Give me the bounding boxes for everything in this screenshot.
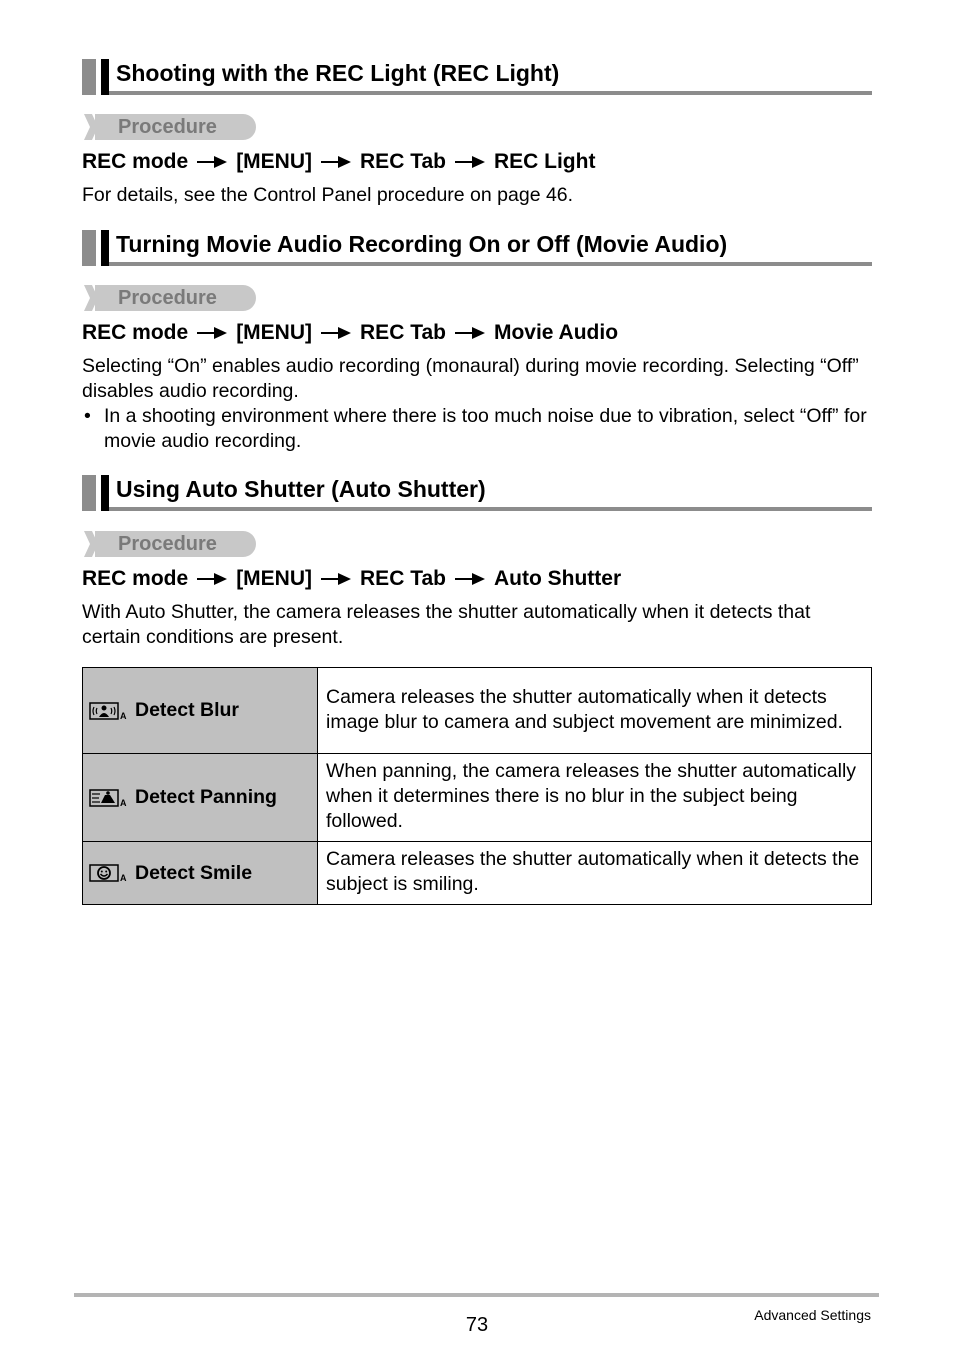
- mode-name: Detect Smile: [135, 861, 253, 884]
- path-step: Movie Audio: [493, 321, 619, 344]
- mode-cell: [83, 754, 318, 842]
- footer-rule: [74, 1293, 879, 1297]
- footer-section-name: Advanced Settings: [754, 1307, 871, 1323]
- arrow-right-icon: [320, 326, 352, 340]
- body-text: Selecting “On” enables audio recording (monaural) during movie recording. Selecting “Off” disables audio recording.: [82, 355, 859, 402]
- svg-text:A: A: [120, 797, 127, 807]
- path-step: [MENU]: [236, 321, 313, 344]
- arrow-right-icon: [196, 572, 228, 586]
- menu-path: [82, 321, 618, 345]
- mode-name: Detect Panning: [135, 786, 277, 808]
- bullet-note: [82, 404, 872, 454]
- procedure-badge: [82, 114, 256, 140]
- path-step: REC mode: [82, 567, 189, 590]
- table-row: [83, 668, 872, 754]
- section-heading-rec-light: [82, 59, 872, 97]
- arrow-right-icon: [196, 155, 228, 169]
- arrow-right-icon: [454, 155, 486, 169]
- menu-path: [82, 150, 595, 174]
- detect-smile-icon: [89, 864, 129, 882]
- path-step: [MENU]: [236, 150, 313, 173]
- arrow-right-icon: [454, 326, 486, 340]
- procedure-badge: [82, 285, 256, 311]
- mode-cell: [83, 842, 318, 905]
- section-heading-auto-shutter: [82, 475, 872, 513]
- page-number: 73: [465, 1314, 489, 1336]
- path-step: Auto Shutter: [493, 567, 622, 590]
- bullet-dot: •: [84, 405, 91, 427]
- arrow-right-icon: [196, 326, 228, 340]
- section-title: Turning Movie Audio Recording On or Off (Movie Audio): [116, 231, 728, 257]
- section-heading-movie-audio: [82, 230, 872, 268]
- mode-name: Detect Blur: [135, 699, 240, 721]
- section-title: Shooting with the REC Light (REC Light): [116, 60, 560, 86]
- svg-text:A: A: [120, 873, 127, 883]
- path-step: REC mode: [82, 150, 189, 173]
- mode-description: When panning, the camera releases the shutter automatically when it determines there is no blur in the subject being followed.: [318, 754, 872, 842]
- arrow-right-icon: [454, 572, 486, 586]
- auto-shutter-modes-table: [82, 667, 872, 905]
- procedure-label: Procedure: [118, 116, 217, 138]
- path-step: REC Tab: [360, 567, 446, 590]
- arrow-right-icon: [320, 572, 352, 586]
- bullet-text: In a shooting environment where there is too much noise due to vibration, select “Off” for movie audio recording.: [104, 405, 867, 452]
- section-title: Using Auto Shutter (Auto Shutter): [116, 476, 486, 502]
- detect-panning-icon: [89, 789, 129, 807]
- menu-path: [82, 567, 621, 591]
- path-step: REC Tab: [360, 321, 446, 344]
- path-step: [MENU]: [236, 567, 313, 590]
- procedure-label: Procedure: [118, 287, 217, 309]
- path-step: REC Tab: [360, 150, 446, 173]
- procedure-badge: [82, 531, 256, 557]
- svg-text:A: A: [120, 710, 127, 720]
- mode-cell: [83, 668, 318, 754]
- path-step: REC Light: [493, 150, 596, 173]
- arrow-right-icon: [320, 155, 352, 169]
- path-step: REC mode: [82, 321, 189, 344]
- mode-description: Camera releases the shutter automatically when it detects the subject is smiling.: [318, 842, 872, 905]
- body-text: For details, see the Control Panel procedure on page 46.: [82, 184, 574, 206]
- mode-description: Camera releases the shutter automatically when it detects image blur to camera and subject movement are minimized.: [318, 668, 872, 754]
- body-text: With Auto Shutter, the camera releases the shutter automatically when it detects that certain conditions are present.: [82, 601, 811, 648]
- table-row: [83, 754, 872, 842]
- table-row: [83, 842, 872, 905]
- procedure-label: Procedure: [118, 533, 217, 555]
- detect-blur-icon: [89, 702, 129, 720]
